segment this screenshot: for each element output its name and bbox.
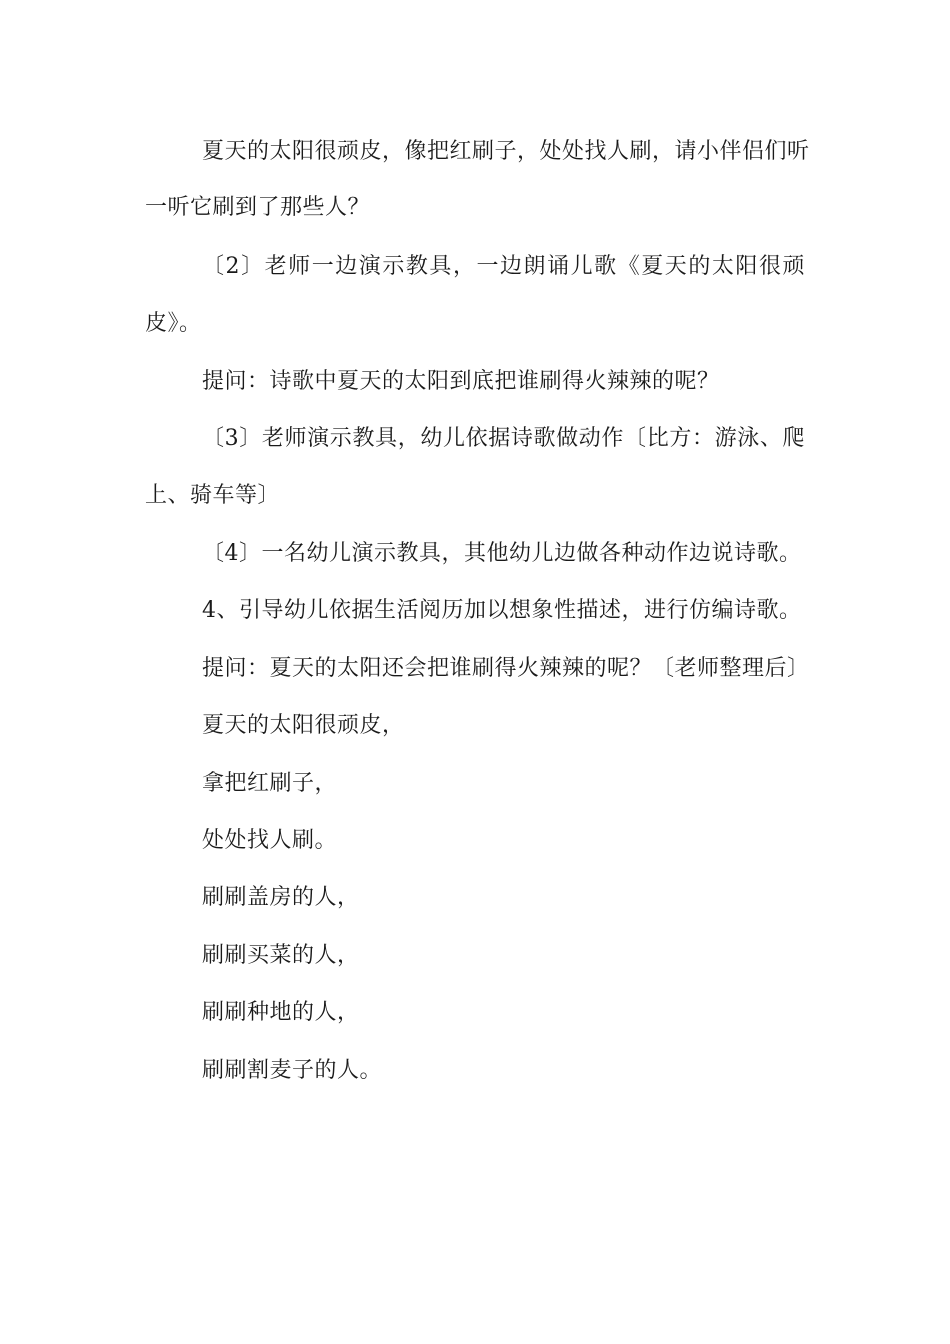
paragraph-line-6: 上、骑车等〕	[145, 483, 281, 508]
poem-line-6: 刷刷种地的人，	[202, 1000, 360, 1025]
poem-line-2: 拿把红刷子，	[202, 771, 338, 796]
paragraph-line-3: 〔2〕老师一边演示教具，一边朗诵儿歌《夏天的太阳很顽	[202, 254, 805, 279]
paragraph-line-2: 一听它刷到了那些人？	[145, 195, 371, 220]
poem-line-4: 刷刷盖房的人，	[202, 885, 360, 910]
poem-line-1: 夏天的太阳很顽皮，	[202, 713, 405, 738]
paragraph-line-1: 夏天的太阳很顽皮，像把红刷子，处处找人刷，请小伴侣们听	[202, 139, 810, 164]
step-heading-4: 4、引导幼儿依据生活阅历加以想象性描述，进行仿编诗歌。	[202, 598, 802, 623]
poem-line-7: 刷刷割麦子的人。	[202, 1058, 383, 1083]
question-line-2: 提问：夏天的太阳还会把谁刷得火辣辣的呢？〔老师整理后〕	[202, 656, 810, 681]
poem-line-3: 处处找人刷。	[202, 828, 338, 853]
paragraph-line-7: 〔4〕一名幼儿演示教具，其他幼儿边做各种动作边说诗歌。	[202, 541, 802, 566]
question-line-1: 提问：诗歌中夏天的太阳到底把谁刷得火辣辣的呢？	[202, 369, 720, 394]
poem-line-5: 刷刷买菜的人，	[202, 943, 360, 968]
paragraph-line-5: 〔3〕老师演示教具，幼儿依据诗歌做动作〔比方：游泳、爬	[202, 426, 805, 451]
paragraph-line-4: 皮》。	[145, 311, 202, 336]
